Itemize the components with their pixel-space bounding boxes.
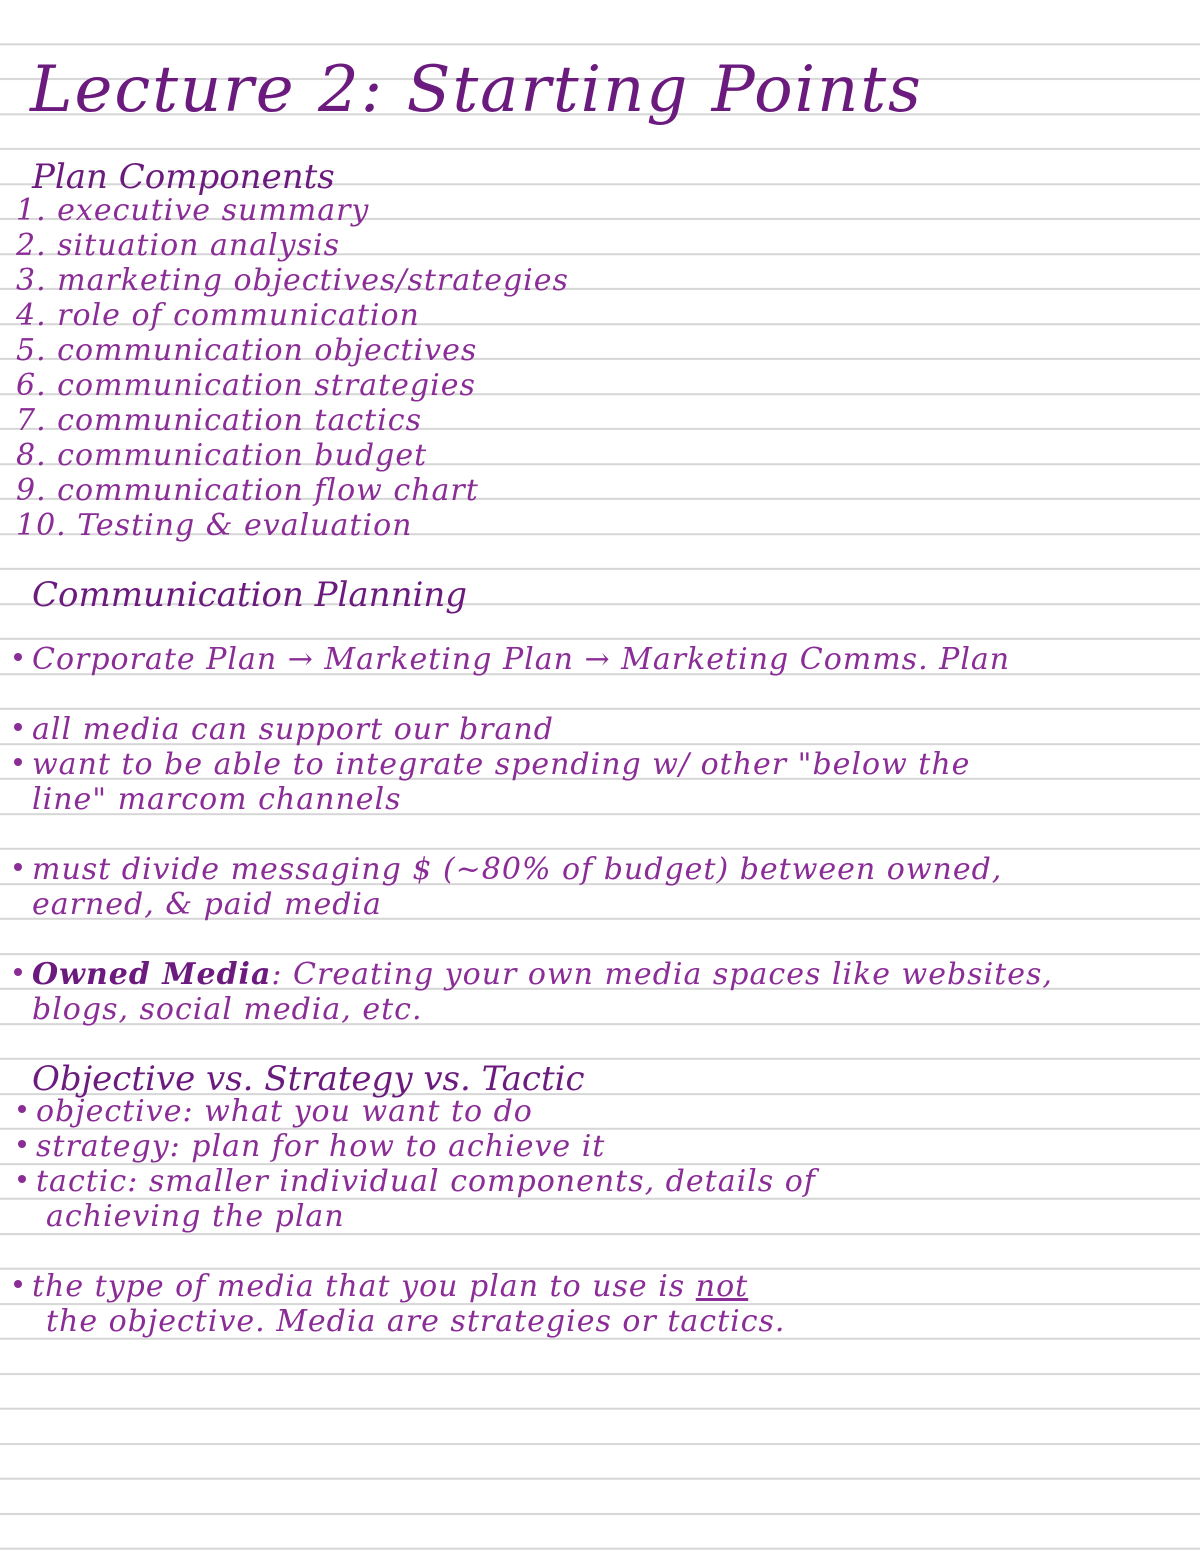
- plan-item: 6. communication strategies: [16, 368, 476, 403]
- bullet-dot: [18, 1140, 26, 1148]
- plan-item: 5. communication objectives: [16, 333, 478, 368]
- media-text-line2: the objective. Media are strategies or tactics.: [46, 1304, 786, 1339]
- strategy-text: strategy: plan for how to achieve it: [36, 1129, 606, 1164]
- bullet-dot: [14, 723, 22, 731]
- flow-text: Corporate Plan → Marketing Plan → Marketing Comms. Plan: [32, 642, 1011, 677]
- media-text-line1: the type of media that you plan to use is: [32, 1269, 696, 1304]
- plan-item: 7. communication tactics: [16, 403, 423, 438]
- integrate-text-line2: line" marcom channels: [32, 782, 402, 817]
- not-emphasis: not: [695, 1269, 749, 1304]
- owned-media-text-line2: blogs, social media, etc.: [32, 992, 423, 1027]
- media-bullet: [14, 1269, 749, 1304]
- communication-planning-heading: Communication Planning: [32, 575, 468, 615]
- owned-media-bullet: [14, 957, 1053, 992]
- bullet-dot: [18, 1105, 26, 1113]
- bullet-dot: [14, 1280, 22, 1288]
- plan-item: 10. Testing & evaluation: [16, 508, 413, 543]
- objective-strategy-tactic-heading: Objective vs. Strategy vs. Tactic: [32, 1059, 585, 1099]
- page-title: Lecture 2: Starting Points: [30, 53, 923, 127]
- bullet-dot: [14, 653, 22, 661]
- plan-item: 1. executive summary: [16, 193, 370, 228]
- divide-text-line1: must divide messaging $ (~80% of budget) between owned,: [32, 852, 1003, 887]
- tactic-bullet: [18, 1164, 816, 1199]
- plan-item: 2. situation analysis: [16, 228, 341, 263]
- divide-bullet: [14, 852, 1003, 887]
- strategy-bullet: [18, 1129, 606, 1164]
- integrate-bullet: [14, 747, 971, 782]
- plan-item: 4. role of communication: [16, 298, 420, 333]
- divide-text-line2: earned, & paid media: [32, 887, 382, 922]
- tactic-text-line2: achieving the plan: [46, 1199, 345, 1234]
- owned-media-text-line1: : Creating your own media spaces like websites,: [271, 957, 1053, 992]
- objective-text: objective: what you want to do: [36, 1094, 533, 1129]
- tactic-text-line1: tactic: smaller individual components, details of: [36, 1164, 816, 1199]
- bullet-dot: [14, 968, 22, 976]
- plan-item: 3. marketing objectives/strategies: [16, 263, 569, 298]
- flow-bullet: [14, 642, 1011, 677]
- bullet-dot: [14, 863, 22, 871]
- brand-text: all media can support our brand: [32, 712, 554, 747]
- brand-bullet: [14, 712, 554, 747]
- bullet-dot: [14, 758, 22, 766]
- integrate-text-line1: want to be able to integrate spending w/ other "below the: [32, 747, 971, 782]
- plan-item: 9. communication flow chart: [16, 473, 479, 508]
- bullet-dot: [18, 1175, 26, 1183]
- owned-media-term: Owned Media: [32, 957, 272, 992]
- objective-bullet: [18, 1094, 533, 1129]
- plan-components-heading: Plan Components: [32, 157, 335, 197]
- plan-item: 8. communication budget: [16, 438, 428, 473]
